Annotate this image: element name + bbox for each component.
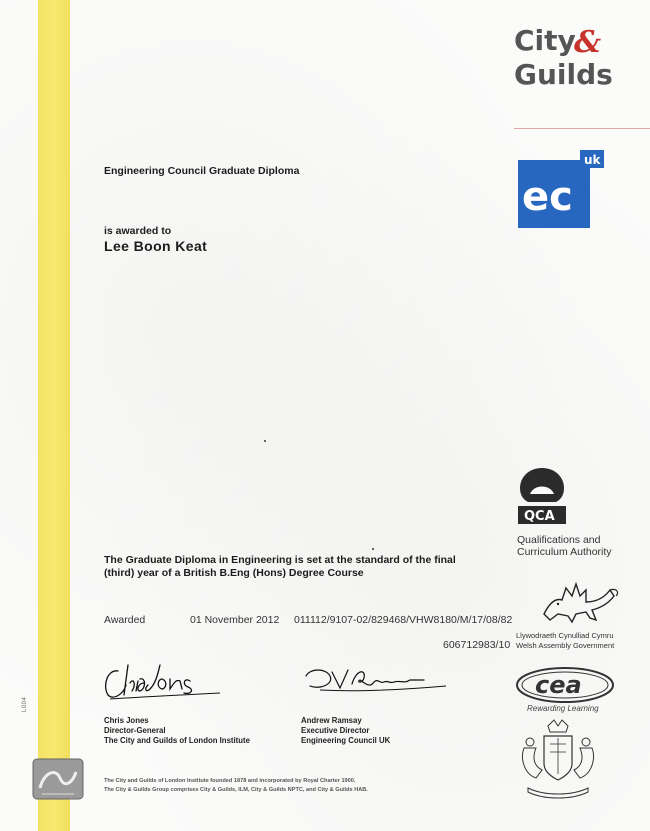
signature-chris-jones: [100, 655, 230, 705]
standard-line1: The Graduate Diploma in Engineering is set at the standard of the final: [104, 554, 456, 566]
signatory-chris-jones: [104, 716, 250, 746]
coat-of-arms-icon: [514, 718, 602, 800]
speck: [264, 440, 266, 442]
logo-city-text: City: [514, 24, 576, 57]
cea-tagline: Rewarding Learning: [527, 704, 599, 713]
recipient-name: Lee Boon Keat: [104, 238, 208, 254]
signatory-org: Engineering Council UK: [301, 736, 391, 745]
welsh-dragon-icon: [536, 574, 622, 626]
awarded-to-label: is awarded to: [104, 225, 172, 237]
engineering-council-logo: [518, 150, 604, 228]
qca-acronym: QCA: [524, 509, 555, 524]
logo-ampersand: &: [574, 25, 602, 60]
signatory-andrew-ramsay: [301, 716, 390, 746]
qca-name-line2: Curriculum Authority: [517, 546, 612, 558]
signatory-name: Andrew Ramsay: [301, 716, 362, 725]
signatory-name: Chris Jones: [104, 716, 149, 725]
logo-guilds-text: Guilds: [514, 58, 613, 90]
signature-andrew-ramsay: [300, 660, 450, 700]
hologram-seal-icon: [32, 758, 84, 800]
signatory-org: The City and Guilds of London Institute: [104, 736, 250, 745]
city-and-guilds-logo: [512, 20, 622, 90]
stripe-code: L004: [22, 696, 28, 712]
ec-uk-text: uk: [584, 153, 601, 167]
header-rule: [514, 128, 650, 129]
certificate-number: 606712983/10: [443, 639, 511, 651]
cea-acronym: cea: [535, 671, 582, 699]
welsh-line2: Welsh Assembly Government: [516, 641, 615, 650]
signatory-title: Director-General: [104, 726, 166, 735]
ec-main-text: ec: [522, 174, 573, 220]
qualification-title: Engineering Council Graduate Diploma: [104, 165, 300, 177]
footer-line2: The City & Guilds Group comprises City & Guilds, ILM, City & Guilds NPTC, and City & Guilds HAB.: [104, 786, 368, 793]
welsh-government-text: [516, 631, 646, 651]
qca-full-name: [517, 534, 637, 558]
reference-number: 011112/9107-02/829468/VHW8180/M/17/08/82: [294, 614, 513, 626]
speck: [372, 548, 374, 550]
cea-logo: [515, 666, 615, 704]
qca-logo: [516, 466, 568, 526]
standard-statement: [104, 554, 484, 580]
footer-text: [104, 777, 504, 794]
awarded-date: 01 November 2012: [190, 614, 280, 626]
footer-line1: The City and Guilds of London Institute founded 1878 and incorporated by Royal Charter 1900.: [104, 778, 356, 784]
qca-name-line1: Qualifications and: [517, 534, 601, 546]
welsh-line1: Llywodraeth Cynulliad Cymru: [516, 631, 614, 640]
yellow-ribbon-stripe: [38, 0, 70, 831]
standard-line2: (third) year of a British B.Eng (Hons) Degree Course: [104, 567, 364, 579]
signatory-title: Executive Director: [301, 726, 370, 735]
awarded-label: Awarded: [104, 614, 146, 626]
